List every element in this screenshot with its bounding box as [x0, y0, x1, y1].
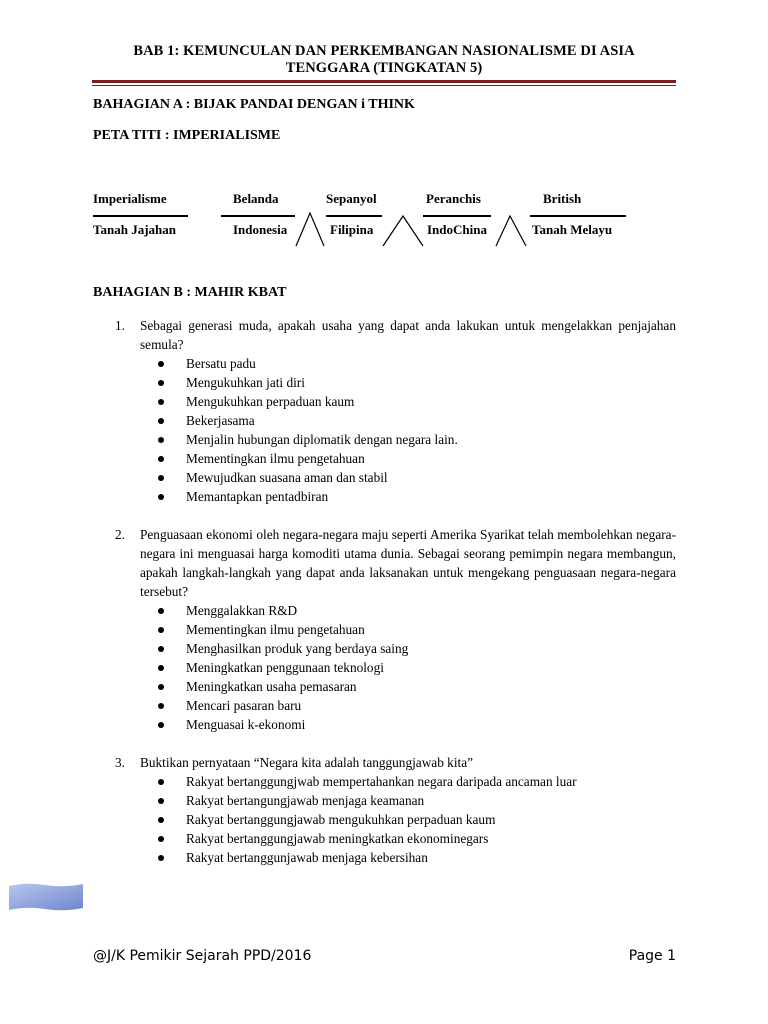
bullet-icon [158, 646, 164, 652]
bridge-pair-2-top: Sepanyol [326, 191, 377, 206]
bullet-icon [158, 817, 164, 823]
bullet-icon [158, 475, 164, 481]
bridge-arch-1 [296, 213, 324, 246]
bullet-icon [158, 779, 164, 785]
footer-credit: @J/K Pemikir Sejarah PPD/2016 [93, 948, 312, 964]
answer-item: Mementingkan ilmu pengetahuan [140, 620, 676, 639]
question-1 [93, 316, 676, 506]
answer-list [140, 354, 676, 506]
decorative-shape [9, 882, 83, 912]
section-a-title: BAHAGIAN A : BIJAK PANDAI DENGAN i THINK [93, 97, 415, 112]
answer-item: Rakyat bertanggungjawab meningkatkan ekonominegars [140, 829, 676, 848]
bullet-icon [158, 798, 164, 804]
answer-item: Menjalin hubungan diplomatik dengan negara lain. [140, 430, 676, 449]
bullet-icon [158, 722, 164, 728]
bullet-icon [158, 494, 164, 500]
bridge-pair-3-top: Peranchis [426, 191, 481, 206]
answer-item: Bekerjasama [140, 411, 676, 430]
answer-item: Menguasai k-ekonomi [140, 715, 676, 734]
bullet-icon [158, 380, 164, 386]
question-number: 2. [115, 527, 125, 542]
title-line-1: BAB 1: KEMUNCULAN DAN PERKEMBANGAN NASIONALISME DI ASIA [133, 43, 635, 59]
bridge-pair-4-bottom: Tanah Melayu [532, 222, 613, 237]
bullet-icon [158, 361, 164, 367]
bridge-arch-3 [496, 216, 526, 246]
bridge-relating-bottom: Tanah Jajahan [93, 222, 176, 237]
bridge-pair-2-bottom: Filipina [330, 222, 374, 237]
bullet-icon [158, 608, 164, 614]
question-3 [93, 753, 676, 867]
bridge-arch-2 [383, 216, 423, 246]
bullet-icon [158, 456, 164, 462]
bullet-icon [158, 836, 164, 842]
answer-item: Rakyat bertangungjawab menjaga keamanan [140, 791, 676, 810]
bullet-icon [158, 399, 164, 405]
bridge-pair-1-top: Belanda [233, 191, 279, 206]
question-2 [93, 525, 676, 734]
question-number: 1. [115, 318, 125, 333]
bridge-connectors [0, 0, 768, 260]
answer-item: Mewujudkan suasana aman dan stabil [140, 468, 676, 487]
bridge-pair-1-bottom: Indonesia [233, 222, 288, 237]
question-text: Buktikan pernyataan “Negara kita adalah tanggungjawab kita” [140, 755, 474, 770]
question-list [93, 316, 676, 886]
bullet-icon [158, 684, 164, 690]
answer-item: Mengukuhkan perpaduan kaum [140, 392, 676, 411]
answer-item: Memantapkan pentadbiran [140, 487, 676, 506]
question-text: Penguasaan ekonomi oleh negara-negara maju seperti Amerika Syarikat telah membolehkan negara-negara ini menguasai harga komoditi utama dunia. Sebagai seorang pemimpin negara membangun, apakah langkah-langkah yang dapat anda laksanakan untuk mengekang penguasaan negara-negara tersebut? [140, 527, 676, 599]
bridge-pair-3-bottom: IndoChina [427, 222, 487, 237]
answer-item: Rakyat bertanggunjawab menjaga kebersihan [140, 848, 676, 867]
answer-item: Menggalakkan R&D [140, 601, 676, 620]
answer-list [140, 772, 676, 867]
answer-item: Menghasilkan produk yang berdaya saing [140, 639, 676, 658]
answer-item: Rakyat bertanggungjawab mengukuhkan perpaduan kaum [140, 810, 676, 829]
bullet-icon [158, 665, 164, 671]
question-text: Sebagai generasi muda, apakah usaha yang dapat anda lakukan untuk mengelakkan penjajahan semula? [140, 318, 676, 352]
answer-item: Mengukuhkan jati diri [140, 373, 676, 392]
answer-item: Rakyat bertanggungjwab mempertahankan negara daripada ancaman luar [140, 772, 676, 791]
title-line-2: TENGGARA (TINGKATAN 5) [285, 60, 483, 76]
bullet-icon [158, 437, 164, 443]
bullet-icon [158, 703, 164, 709]
answer-item: Mementingkan ilmu pengetahuan [140, 449, 676, 468]
answer-item: Meningkatkan usaha pemasaran [140, 677, 676, 696]
section-b-title: BAHAGIAN B : MAHIR KBAT [93, 285, 287, 300]
answer-list [140, 601, 676, 734]
bullet-icon [158, 627, 164, 633]
map-title: PETA TITI : IMPERIALISME [93, 128, 281, 143]
answer-item: Bersatu padu [140, 354, 676, 373]
bullet-icon [158, 855, 164, 861]
question-number: 3. [115, 755, 125, 770]
bridge-relating-top: Imperialisme [93, 191, 167, 206]
bridge-pair-4-top: British [543, 191, 582, 206]
answer-item: Meningkatkan penggunaan teknologi [140, 658, 676, 677]
answer-item: Mencari pasaran baru [140, 696, 676, 715]
page-number: Page 1 [628, 948, 676, 964]
bullet-icon [158, 418, 164, 424]
